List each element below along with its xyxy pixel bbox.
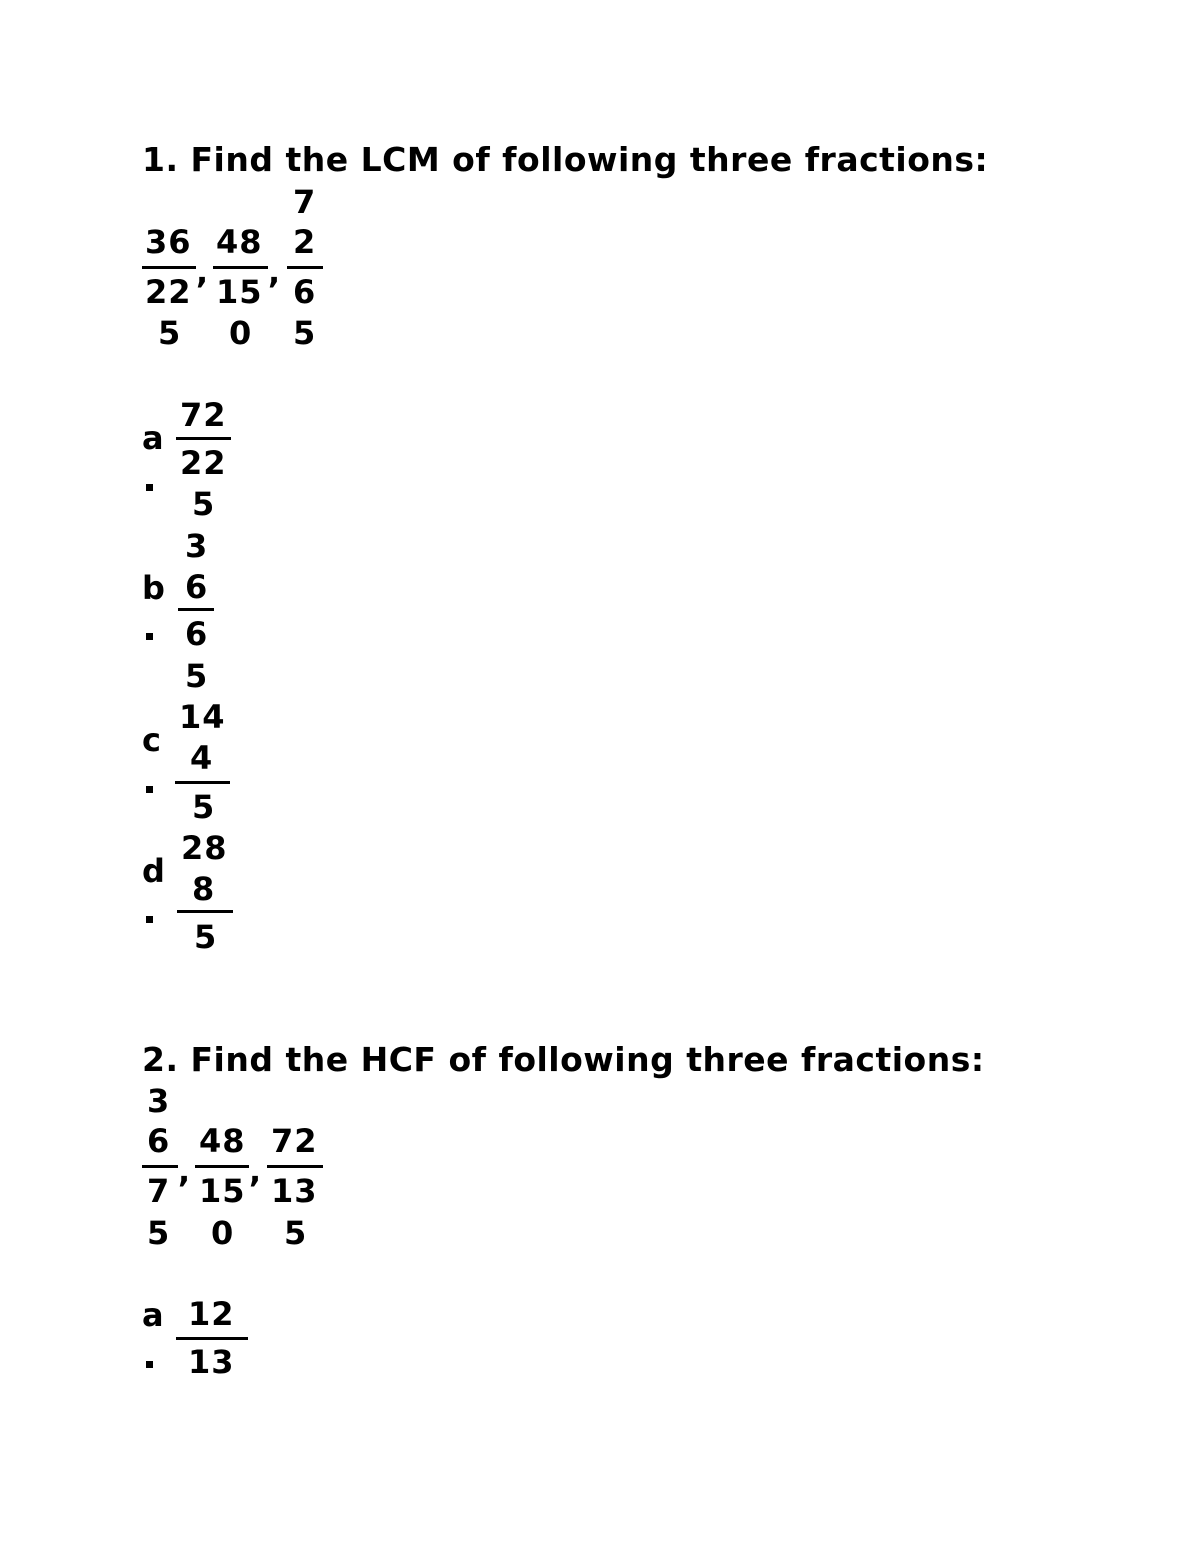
q1-option-c-numerator: 4 bbox=[190, 739, 214, 777]
q1-fraction-3-numerator-top: 7 bbox=[293, 183, 317, 221]
q1-option-d-numerator-top: 28 bbox=[181, 829, 228, 867]
q1-option-a-denominator-cont: 5 bbox=[192, 485, 216, 523]
q1-option-d-dot bbox=[146, 916, 153, 923]
q2-fraction-1-denominator-cont: 5 bbox=[147, 1214, 171, 1252]
q2-separator-2: , bbox=[249, 1152, 262, 1190]
q2-option-a-denominator: 13 bbox=[188, 1343, 235, 1381]
q1-option-d-denominator: 5 bbox=[194, 918, 218, 956]
q1-fraction-2-bar bbox=[213, 266, 268, 269]
q1-option-c-dot bbox=[146, 786, 153, 793]
q2-fraction-2-bar bbox=[195, 1165, 249, 1168]
q2-option-a-dot bbox=[146, 1361, 153, 1368]
q2-fraction-3-numerator: 72 bbox=[271, 1122, 318, 1160]
q1-fraction-3-bar bbox=[287, 266, 323, 269]
question-1-title: 1. Find the LCM of following three fractions: bbox=[142, 140, 989, 179]
q1-option-b-denominator-cont: 5 bbox=[185, 657, 209, 695]
q1-fraction-1-bar bbox=[142, 266, 196, 269]
q1-option-d-numerator: 8 bbox=[192, 870, 216, 908]
q1-separator-2: , bbox=[268, 253, 281, 291]
question-2-title: 2. Find the HCF of following three fractions: bbox=[142, 1040, 985, 1079]
q1-option-a-denominator: 22 bbox=[180, 444, 227, 482]
q1-option-d-letter: d bbox=[142, 852, 165, 890]
q1-option-b-denominator: 6 bbox=[185, 615, 209, 653]
q2-fraction-3-bar bbox=[267, 1165, 323, 1168]
q2-fraction-1-numerator: 6 bbox=[147, 1122, 171, 1160]
q1-option-a-bar bbox=[176, 437, 231, 440]
q2-fraction-2-denominator: 15 bbox=[199, 1172, 246, 1210]
q1-option-d-bar bbox=[177, 910, 233, 913]
q2-fraction-2-denominator-cont: 0 bbox=[211, 1214, 235, 1252]
q2-fraction-3-denominator-cont: 5 bbox=[284, 1214, 308, 1252]
q1-option-a-letter: a bbox=[142, 419, 164, 457]
q2-fraction-1-bar bbox=[142, 1165, 178, 1168]
q1-separator-1: , bbox=[196, 253, 209, 291]
q1-fraction-2-denominator-cont: 0 bbox=[229, 314, 253, 352]
q2-separator-1: , bbox=[178, 1152, 191, 1190]
q1-option-b-letter: b bbox=[142, 569, 165, 607]
q2-fraction-1-denominator: 7 bbox=[147, 1172, 171, 1210]
q1-option-b-dot bbox=[146, 633, 153, 640]
q1-fraction-2-denominator: 15 bbox=[216, 273, 263, 311]
q2-option-a-letter: a bbox=[142, 1296, 164, 1334]
q1-option-b-numerator-top: 3 bbox=[185, 527, 209, 565]
q1-fraction-2-numerator: 48 bbox=[216, 223, 263, 261]
q1-fraction-1-denominator: 22 bbox=[145, 273, 192, 311]
q1-option-a-dot bbox=[146, 484, 153, 491]
q2-option-a-bar bbox=[176, 1337, 248, 1340]
q2-fraction-2-numerator: 48 bbox=[199, 1122, 246, 1160]
q1-option-c-bar bbox=[175, 781, 230, 784]
q2-fraction-3-denominator: 13 bbox=[271, 1172, 318, 1210]
q1-fraction-3-numerator: 2 bbox=[293, 223, 317, 261]
q1-option-c-letter: c bbox=[142, 721, 161, 759]
q1-fraction-1-denominator-cont: 5 bbox=[158, 314, 182, 352]
q1-fraction-1-numerator: 36 bbox=[145, 223, 192, 261]
q2-option-a-numerator: 12 bbox=[188, 1295, 235, 1333]
q1-option-b-numerator: 6 bbox=[185, 568, 209, 606]
q2-fraction-1-numerator-top: 3 bbox=[147, 1082, 171, 1120]
q1-fraction-3-denominator-cont: 5 bbox=[293, 314, 317, 352]
q1-fraction-3-denominator: 6 bbox=[293, 273, 317, 311]
q1-option-c-numerator-top: 14 bbox=[179, 698, 226, 736]
q1-option-b-bar bbox=[178, 608, 214, 611]
q1-option-a-numerator: 72 bbox=[180, 396, 227, 434]
q1-option-c-denominator: 5 bbox=[192, 788, 216, 826]
